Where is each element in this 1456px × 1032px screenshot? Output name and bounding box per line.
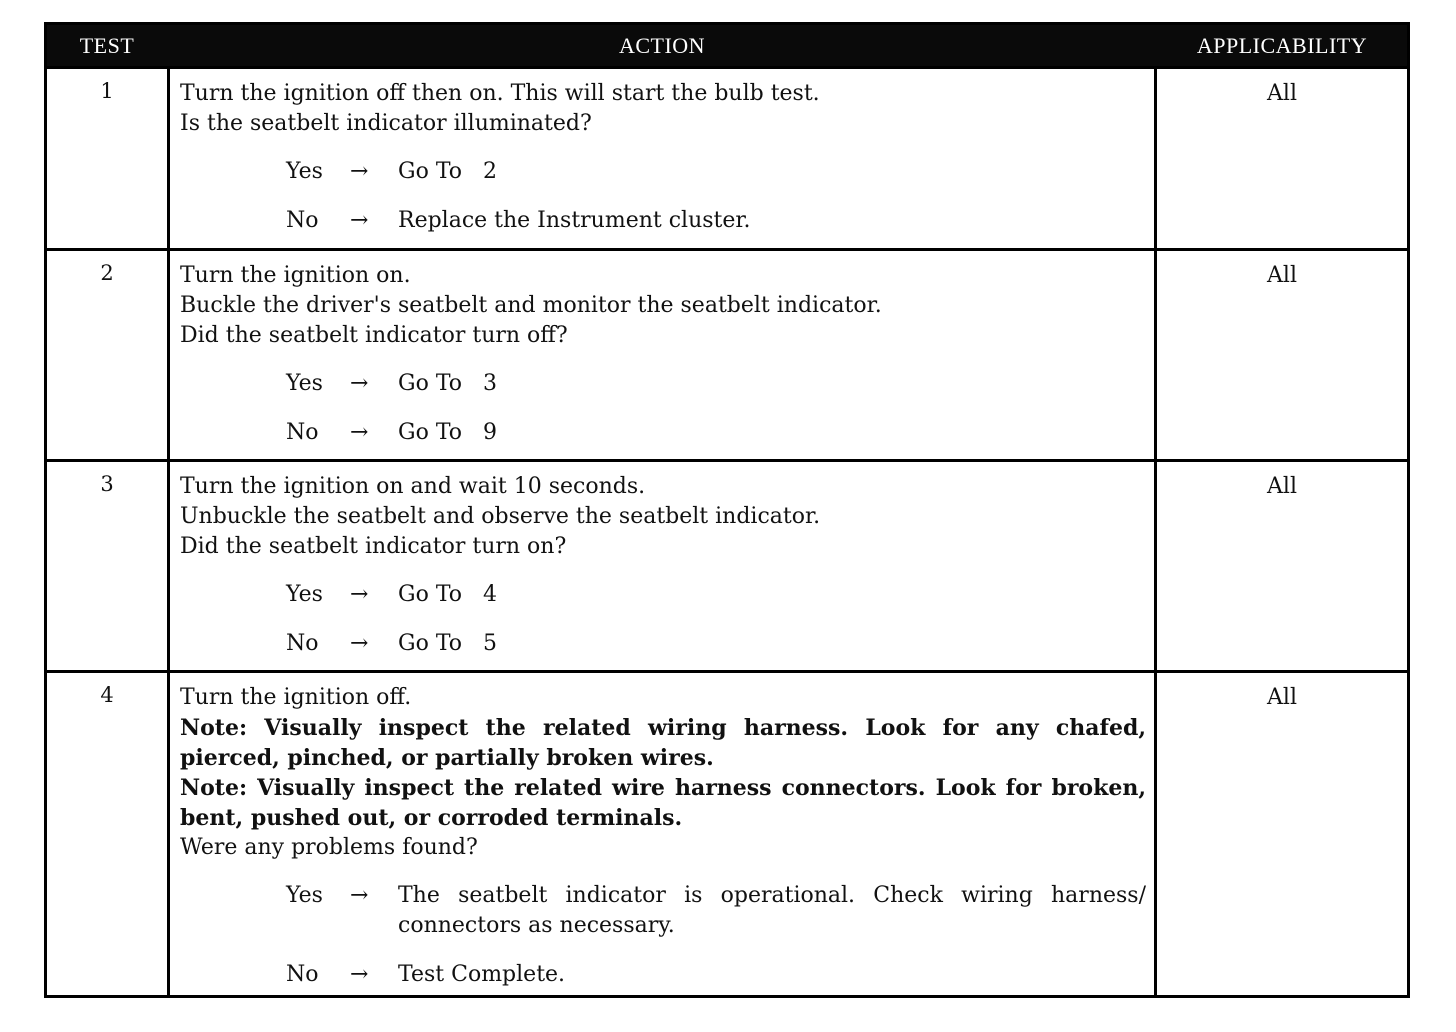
yes-result: Go To 4 [398,582,497,607]
no-result: Test Complete. [398,962,566,987]
no-result: Replace the Instrument cluster. [398,208,751,233]
no-label: No [286,962,319,987]
table-row [47,248,1407,459]
arrow-icon: → [350,159,369,184]
action-line: Turn the ignition off then on. This will start the bulb test. [180,81,820,106]
yes-label: Yes [286,582,323,607]
no-choice [180,206,1146,236]
applicability-cell: All [1267,685,1297,710]
arrow-icon: → [350,208,369,233]
yes-result: Go To 3 [398,371,497,396]
test-number: 1 [100,79,114,103]
yes-result: The seatbelt indicator is operational. Check wiring harness/ connectors as necessary. [398,883,1146,938]
action-line: Unbuckle the seatbelt and observe the seatbelt indicator. [180,504,821,529]
diagnostic-table [44,22,1410,998]
no-choice [180,629,1146,659]
action-line: Turn the ignition off. [180,685,412,710]
action-line: Is the seatbelt indicator illuminated? [180,111,592,136]
action-line: Did the seatbelt indicator turn on? [180,534,567,559]
arrow-icon: → [350,962,369,987]
yes-choice [180,157,1146,187]
yes-result: Go To 2 [398,159,497,184]
note-text: Note: Visually inspect the related wiring harness. Look for any chafed, pierced, pinched, or partially broken wires. [180,715,1146,771]
test-number: 4 [100,683,114,707]
no-label: No [286,420,319,445]
arrow-icon: → [350,371,369,396]
arrow-icon: → [350,883,369,908]
test-number: 3 [100,472,114,496]
table-row [47,670,1407,995]
applicability-cell: All [1267,81,1297,106]
no-label: No [286,208,319,233]
action-question: Were any problems found? [180,835,478,860]
yes-choice [180,369,1146,399]
arrow-icon: → [350,631,369,656]
table-row [47,459,1407,670]
action-line: Buckle the driver's seatbelt and monitor the seatbelt indicator. [180,293,882,318]
action-cell [167,462,1157,670]
action-cell [167,673,1157,995]
note-text: Note: Visually inspect the related wire harness connectors. Look for broken, bent, pushed out, or corroded terminals. [180,775,1146,831]
arrow-icon: → [350,582,369,607]
no-choice [180,418,1146,448]
yes-label: Yes [286,371,323,396]
header-action: ACTION [618,33,706,58]
yes-choice [180,580,1146,610]
header-test: TEST [79,33,135,58]
action-cell [167,251,1157,459]
arrow-icon: → [350,420,369,445]
table-header [47,25,1407,66]
header-applicability: APPLICABILITY [1196,33,1368,58]
applicability-cell: All [1267,474,1297,499]
no-result: Go To 5 [398,631,497,656]
yes-choice [180,881,1146,941]
action-cell [167,69,1157,248]
test-number: 2 [100,261,114,285]
yes-label: Yes [286,159,323,184]
no-label: No [286,631,319,656]
no-result: Go To 9 [398,420,497,445]
action-line: Turn the ignition on and wait 10 seconds. [180,474,646,499]
action-line: Did the seatbelt indicator turn off? [180,323,568,348]
table-row [47,66,1407,248]
yes-label: Yes [286,883,323,908]
no-choice [180,960,1146,990]
action-line: Turn the ignition on. [180,263,411,288]
applicability-cell: All [1267,263,1297,288]
